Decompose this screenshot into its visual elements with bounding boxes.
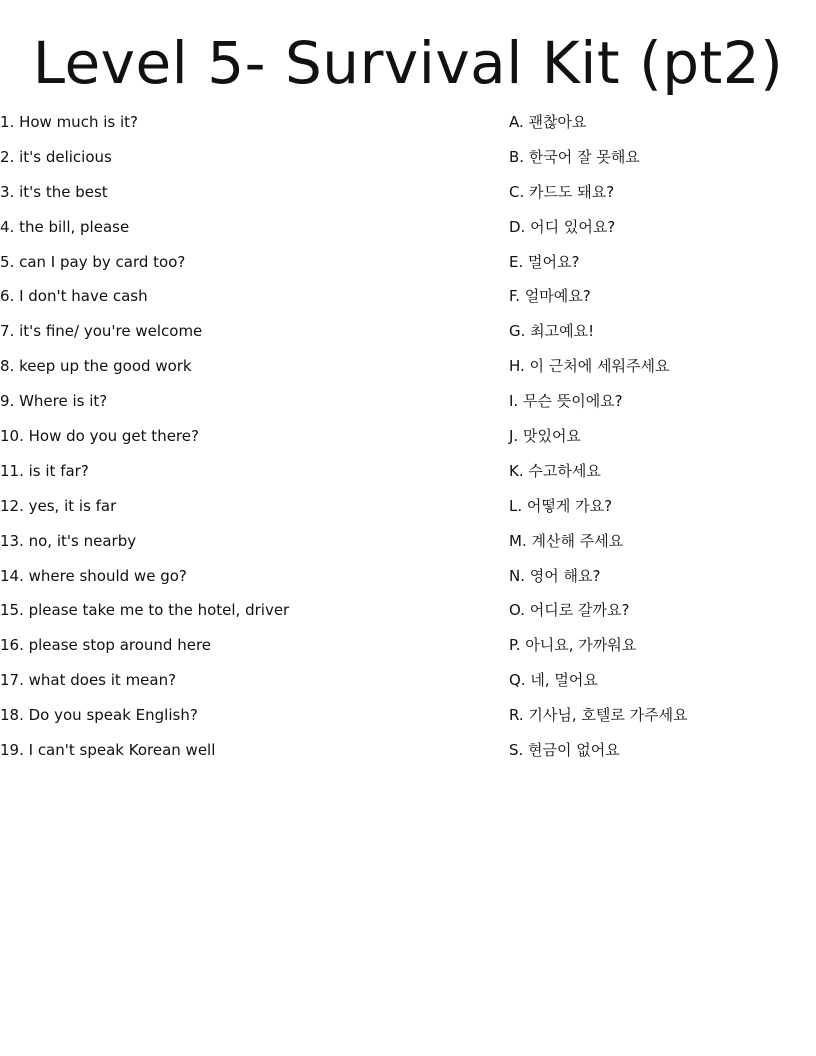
question-item: 4. the bill, please (0, 217, 130, 236)
answer-item: Q. 네, 멀어요 (509, 671, 598, 690)
answer-item: E. 멀어요? (509, 252, 580, 271)
answer-item: A. 괜찮아요 (509, 113, 587, 131)
answer-item: L. 어떻게 가요? (509, 496, 613, 515)
question-item: 9. Where is it? (0, 392, 108, 411)
answer-item: H. 이 근처에 세워주세요 (509, 357, 670, 376)
question-item: 12. yes, it is far (0, 496, 117, 515)
question-item: 14. where should we go? (0, 566, 187, 585)
answer-item: B. 한국어 잘 못해요 (509, 147, 640, 166)
question-item: 8. keep up the good work (0, 357, 192, 376)
answer-item: R. 기사님, 호텔로 가주세요 (509, 706, 688, 725)
answers-list (509, 112, 809, 775)
question-item: 7. it's fine/ you're welcome (0, 322, 203, 341)
question-item: 19. I can't speak Korean well (0, 741, 216, 760)
question-item: 3. it's the best (0, 182, 108, 201)
question-item: 17. what does it mean? (0, 671, 177, 690)
answer-item: O. 어디로 갈까요? (509, 601, 630, 620)
answer-item: N. 영어 해요? (509, 566, 601, 585)
answer-item: J. 맛있어요 (509, 427, 581, 446)
question-item: 2. it's delicious (0, 147, 112, 166)
answer-item: G. 최고예요! (509, 322, 595, 341)
answer-item: F. 얼마예요? (509, 287, 591, 306)
question-item: 13. no, it's nearby (0, 531, 137, 550)
questions-list (0, 112, 480, 775)
question-item: 16. please stop around here (0, 636, 212, 655)
worksheet-title: Level 5- Survival Kit (pt2) (32, 29, 784, 97)
question-item: 15. please take me to the hotel, driver (0, 601, 290, 620)
question-item: 11. is it far? (0, 461, 89, 480)
answer-item: K. 수고하세요 (509, 461, 601, 480)
question-item: 5. can I pay by card too? (0, 252, 186, 271)
answer-item: I. 무슨 뜻이에요? (509, 392, 623, 411)
answer-item: M. 계산해 주세요 (509, 531, 624, 550)
question-item: 10. How do you get there? (0, 427, 199, 446)
answer-item: C. 카드도 돼요? (509, 182, 615, 201)
answer-item: S. 현금이 없어요 (509, 741, 620, 760)
answer-item: P. 아니요, 가까워요 (509, 636, 637, 655)
question-item: 18. Do you speak English? (0, 706, 198, 725)
question-item: 6. I don't have cash (0, 287, 148, 306)
answer-item: D. 어디 있어요? (509, 217, 616, 236)
question-item: 1. How much is it? (0, 113, 138, 131)
